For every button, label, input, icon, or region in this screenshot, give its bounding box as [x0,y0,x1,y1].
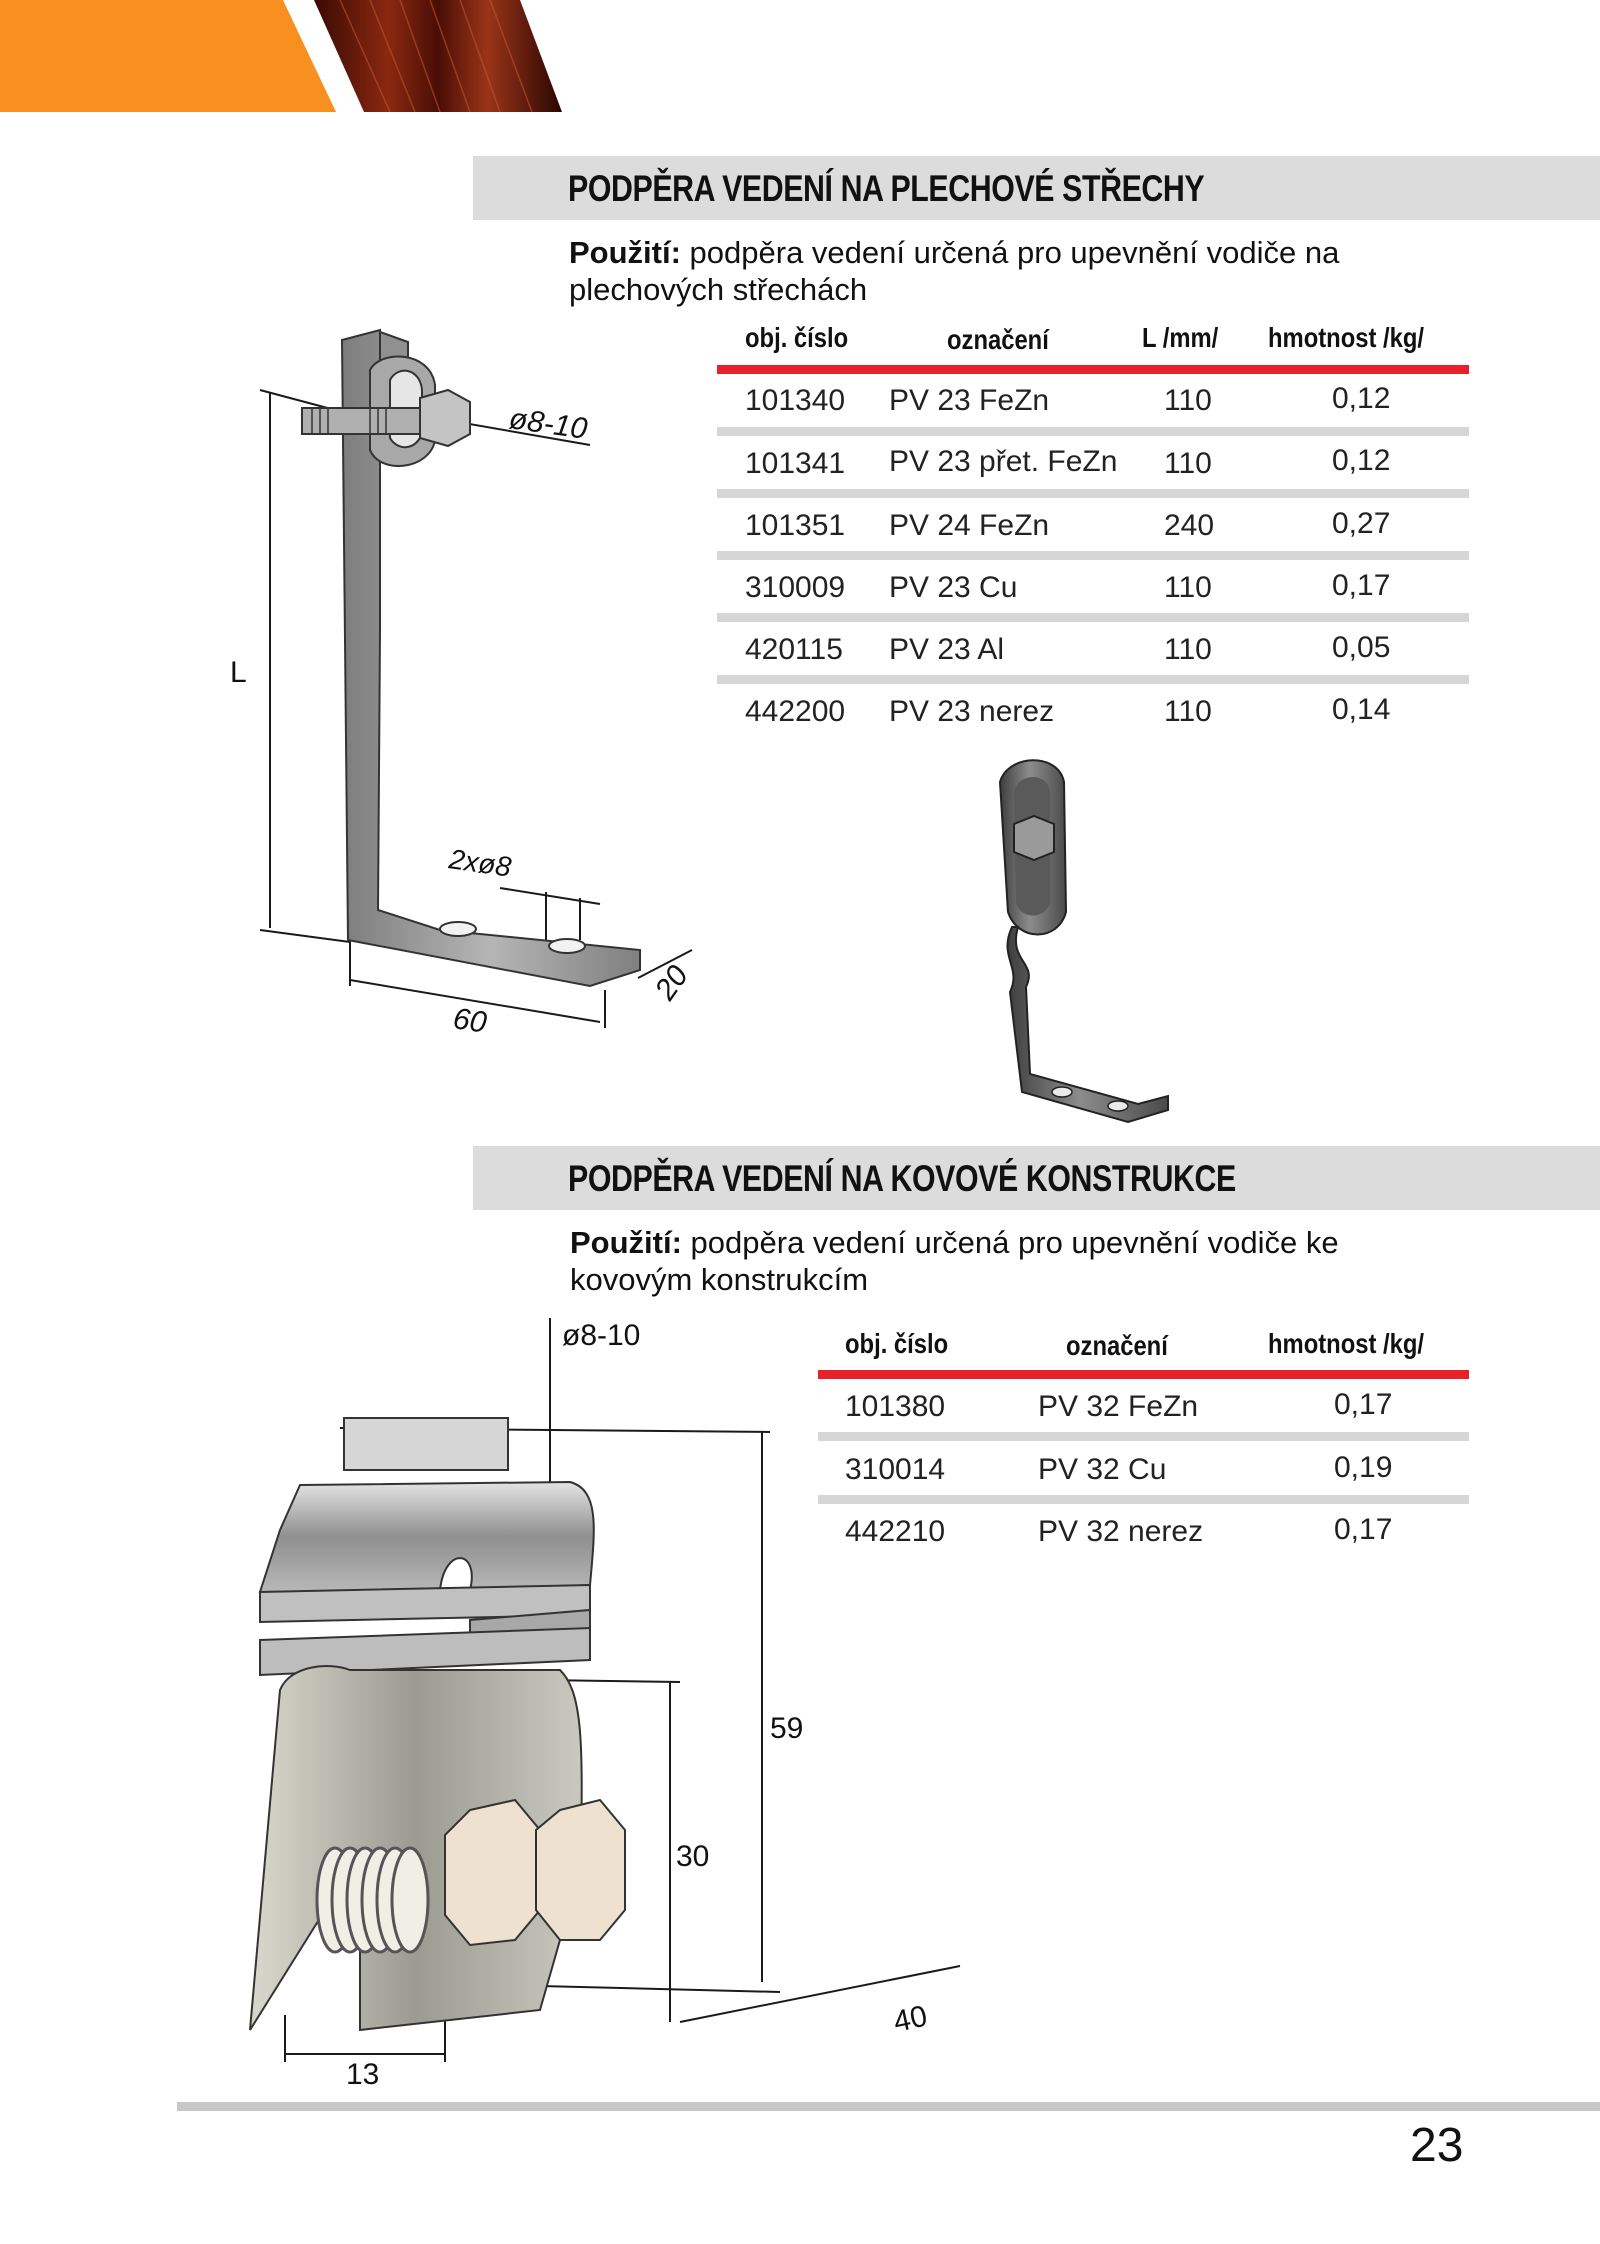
col-header-code: obj. číslo [845,1328,949,1359]
usage-description [569,234,1339,308]
header-copper-wire-image [300,0,570,112]
cell-name: PV 23 FeZn [889,384,1050,417]
cell-name: PV 32 FeZn [1038,1390,1199,1423]
label-height-clamp: 30 [676,1840,710,1873]
col-header-weight: hmotnost /kg/ [1268,1328,1425,1359]
cell-code: 420115 [745,633,843,666]
cell-weight: 0,19 [1334,1451,1393,1484]
col-header-code: obj. číslo [745,322,849,353]
label-width: 13 [346,2058,380,2091]
cell-code: 101351 [745,509,846,542]
cell-name: PV 23 Cu [889,571,1018,604]
label-diameter: ø8-10 [507,402,590,446]
cell-length: 240 [1164,509,1215,542]
cell-length: 110 [1164,384,1212,417]
header-orange-band [0,0,340,112]
cell-code: 101380 [845,1390,946,1423]
usage-text-2: kovovým konstrukcím [570,1262,869,1297]
label-length: L [230,656,247,689]
section-title: PODPĚRA VEDENÍ NA KOVOVÉ KONSTRUKCE [568,1158,1236,1199]
cell-weight: 0,05 [1332,631,1391,664]
label-diameter: ø8-10 [562,1319,641,1352]
cell-weight: 0,12 [1332,444,1391,477]
roof-support-technical-drawing [230,310,720,1050]
cell-weight: 0,17 [1332,569,1391,602]
cell-weight: 0,27 [1332,507,1391,540]
row-divider [717,489,1469,498]
col-header-weight: hmotnost /kg/ [1268,322,1425,353]
table-header-rule [717,365,1469,374]
cell-code: 310014 [845,1453,946,1486]
usage-text: podpěra vedení určená pro upevnění vodiče na [689,235,1340,270]
label-depth: 20 [648,959,695,1007]
cell-weight: 0,14 [1332,693,1391,726]
row-divider [717,427,1469,436]
cell-name: PV 32 nerez [1038,1515,1204,1548]
cell-code: 442200 [745,695,846,728]
cell-length: 110 [1164,695,1212,728]
cell-name: PV 32 Cu [1038,1453,1167,1486]
metal-structure-support-technical-drawing [240,1310,1000,2100]
cell-code: 101341 [745,447,846,480]
cell-weight: 0,17 [1334,1388,1393,1421]
row-divider [717,675,1469,684]
cell-name: PV 23 Al [889,633,1005,666]
cell-name: PV 23 přet. FeZn [889,445,1118,478]
cell-weight: 0,17 [1334,1513,1393,1546]
label-height-total: 59 [770,1712,804,1745]
col-header-length: L /mm/ [1142,322,1219,353]
usage-text: podpěra vedení určená pro upevnění vodiče ke [690,1225,1339,1260]
section-title-bar [473,1146,1600,1210]
usage-label: Použití: [569,235,681,270]
usage-text-2: plechových střechách [569,272,868,307]
cell-length: 110 [1164,447,1212,480]
usage-description [570,1224,1339,1298]
cell-name: PV 23 nerez [889,695,1055,728]
cell-code: 310009 [745,571,846,604]
cell-name: PV 24 FeZn [889,509,1050,542]
row-divider [717,551,1469,560]
cell-code: 101340 [745,384,846,417]
cell-code: 442210 [845,1515,946,1548]
col-header-name: označení [1066,1330,1168,1361]
label-holes: 2xø8 [447,843,514,883]
page-number: 23 [1410,2119,1464,2172]
col-header-name: označení [947,324,1049,355]
row-divider [717,613,1469,622]
usage-label: Použití: [570,1225,682,1260]
section-title-bar [473,156,1600,220]
cell-weight: 0,12 [1332,382,1391,415]
footer-rule [177,2102,1600,2111]
roof-support-product-photo [978,752,1218,1124]
section-title: PODPĚRA VEDENÍ NA PLECHOVÉ STŘECHY [568,168,1205,209]
cell-length: 110 [1164,571,1212,604]
label-width: 60 [451,1002,489,1040]
cell-length: 110 [1164,633,1212,666]
label-depth: 40 [890,1999,931,2039]
